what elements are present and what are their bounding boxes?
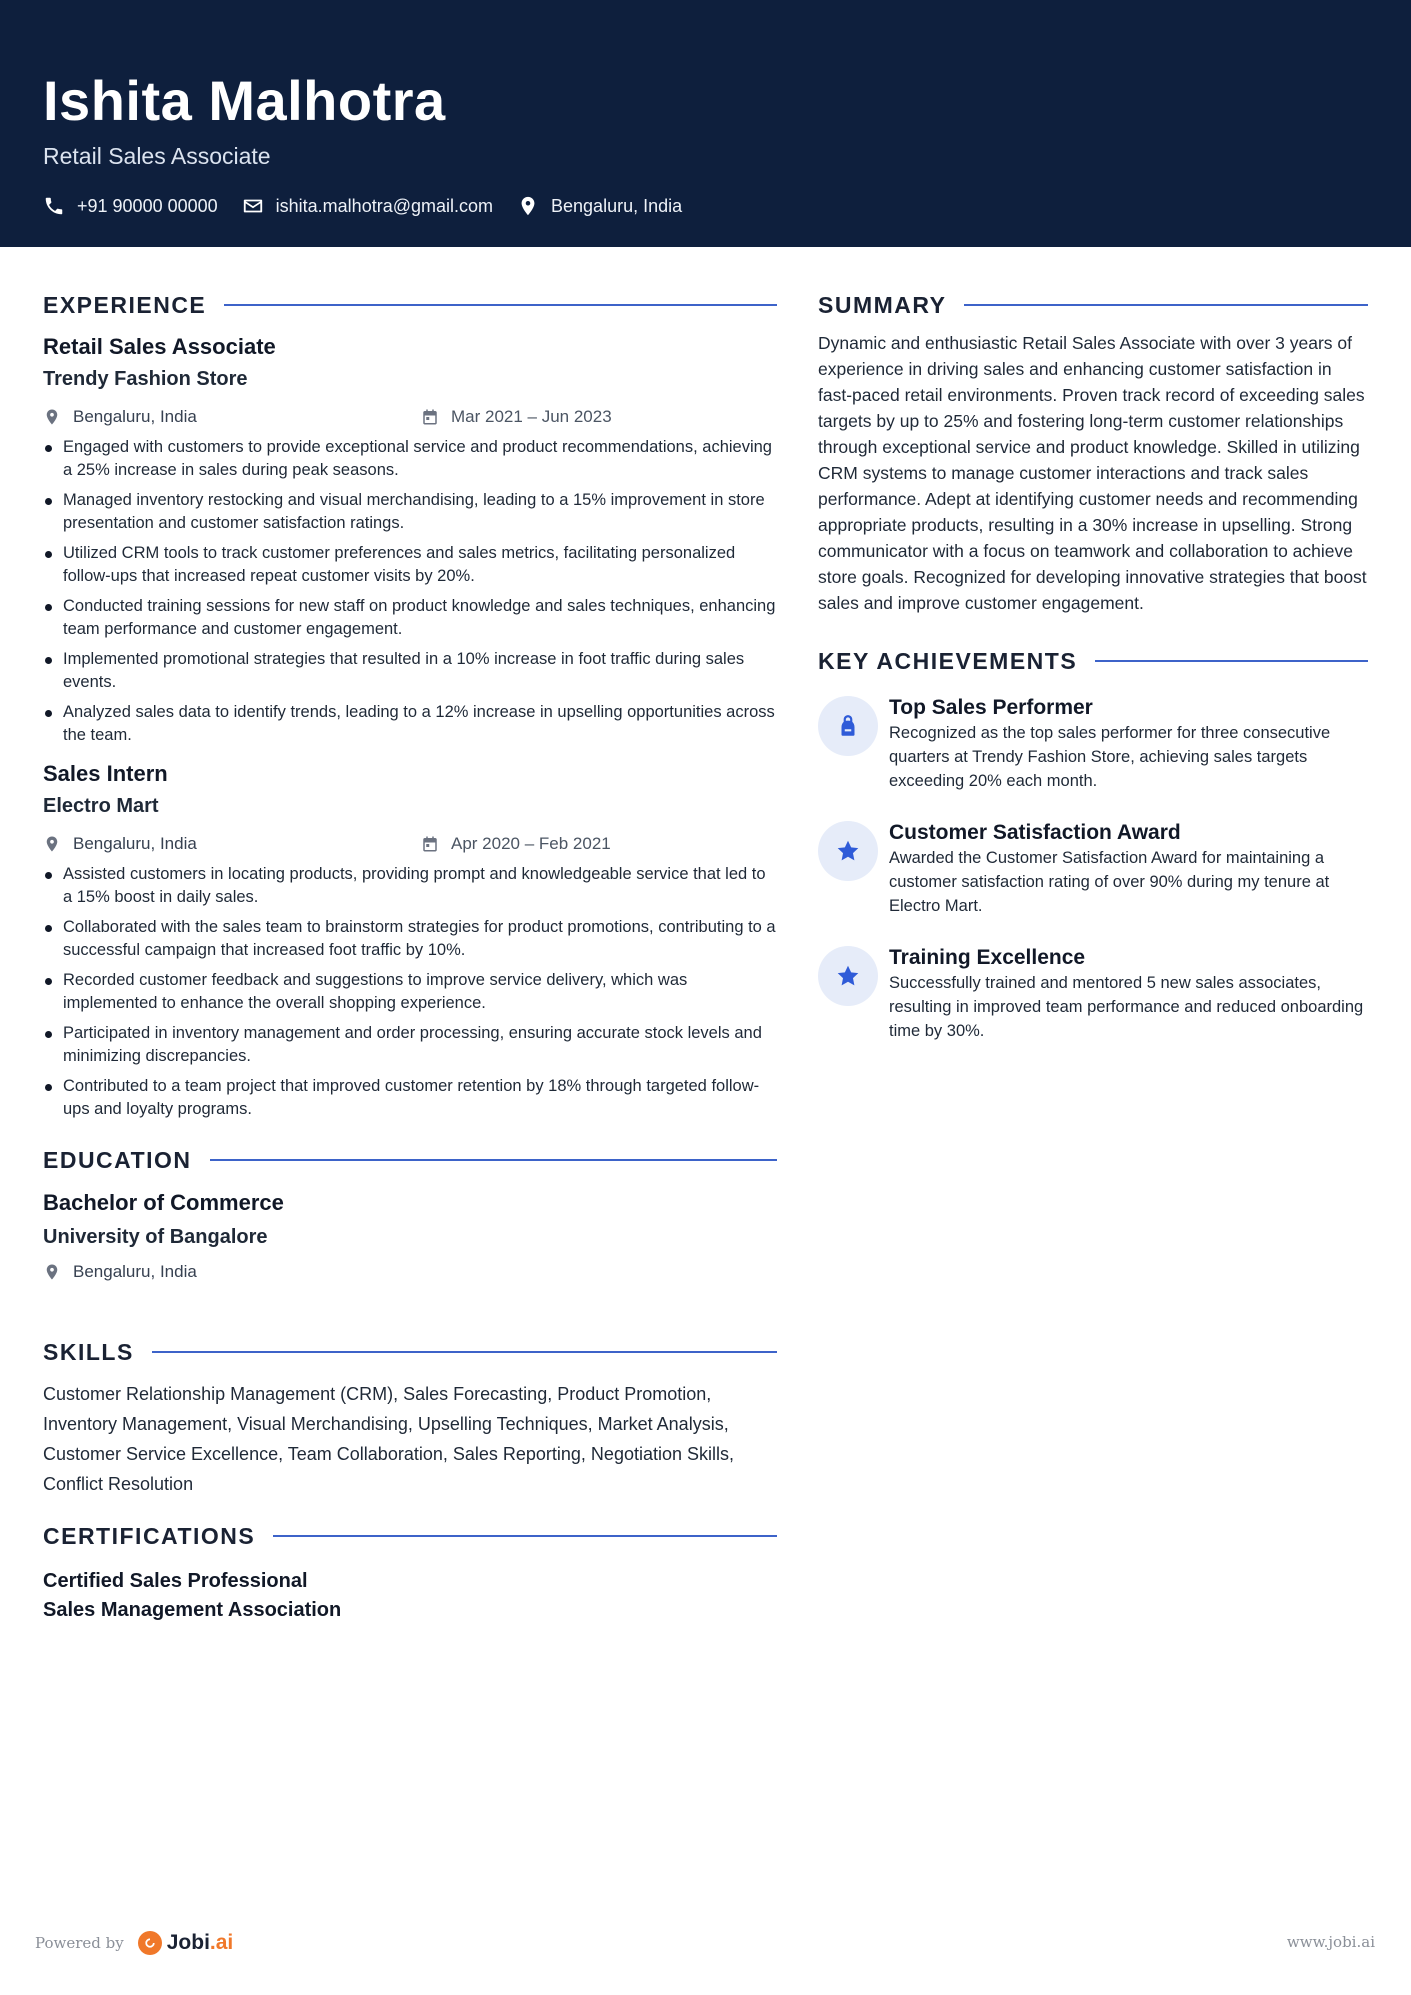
skills-heading — [43, 1337, 777, 1367]
bullet-item: Collaborated with the sales team to brainstorm strategies for product promotions, contributing to a successful campaign that increased foot traffic by 10%. — [43, 916, 777, 962]
badge-icon — [835, 713, 861, 739]
contact-phone — [43, 195, 218, 217]
job-company: Trendy Fashion Store — [43, 368, 248, 390]
section-divider — [224, 304, 777, 306]
achievement-title: Customer Satisfaction Award — [889, 821, 1181, 844]
summary-heading — [818, 290, 1368, 320]
footer-site-link[interactable]: www.jobi.ai — [1286, 1933, 1375, 1951]
right-column — [818, 290, 1368, 1043]
bullet-item: Engaged with customers to provide exceptional service and product recommendations, achieving a 25% increase in sales during peak seasons. — [43, 436, 777, 482]
bullet-item: Contributed to a team project that improved customer retention by 18% through targeted follow-ups and loyalty programs. — [43, 1075, 777, 1121]
section-divider — [1095, 660, 1368, 662]
contact-row — [43, 192, 706, 220]
education-heading — [43, 1145, 777, 1175]
candidate-role: Retail Sales Associate — [43, 143, 271, 169]
bullet-item: Assisted customers in locating products, providing prompt and knowledgeable service that led to a 15% boost in daily sales. — [43, 863, 777, 909]
job-meta — [43, 829, 777, 859]
education-location-text: Bengaluru, India — [73, 1262, 197, 1281]
section-title: CERTIFICATIONS — [43, 1522, 256, 1549]
job-bullets — [43, 863, 777, 1121]
achievement-title: Training Excellence — [889, 946, 1086, 969]
powered-by-label: Powered by — [35, 1934, 124, 1952]
section-divider — [964, 304, 1368, 306]
achievement-desc: Awarded the Customer Satisfaction Award for maintaining a customer satisfaction rating of over 90% during my tenure at Electro Mart. — [889, 849, 1330, 915]
job-location-text: Bengaluru, India — [73, 834, 197, 853]
achievement-desc: Successfully trained and mentored 5 new sales associates, resulting in improved team performance and reduced onboarding time by 30%. — [889, 974, 1364, 1040]
job-dates — [421, 829, 611, 859]
skills-list: Customer Relationship Management (CRM), Sales Forecasting, Product Promotion, Inventory Management, Visual Merchandising, Upselling Techniques, Market Analysis, Customer Service Excellence, Team Collaboration, Sales Reporting, Negotiation Skills, Conflict Resolution — [43, 1384, 734, 1494]
section-divider — [152, 1351, 777, 1353]
certifications-heading — [43, 1521, 777, 1551]
location-pin-icon — [517, 195, 539, 217]
jobi-logo-icon — [138, 1931, 162, 1955]
location-text: Bengaluru, India — [551, 195, 683, 216]
location-pin-icon — [43, 408, 61, 426]
bullet-item: Managed inventory restocking and visual merchandising, leading to a 15% improvement in store presentation and customer satisfaction ratings. — [43, 489, 777, 535]
job-dates-text: Mar 2021 – Jun 2023 — [451, 407, 612, 426]
achievement-icon-wrap — [818, 821, 878, 881]
star-icon — [835, 838, 861, 864]
star-icon — [835, 963, 861, 989]
email-text[interactable]: ishita.malhotra@gmail.com — [275, 195, 494, 216]
education-location — [43, 1257, 197, 1287]
achievement-icon-wrap — [818, 946, 878, 1006]
education-degree: Bachelor of Commerce — [43, 1190, 284, 1215]
education-school: University of Bangalore — [43, 1226, 268, 1248]
experience-entry — [43, 759, 777, 1121]
section-divider — [273, 1535, 777, 1537]
bullet-item: Analyzed sales data to identify trends, leading to a 12% increase in upselling opportunities across the team. — [43, 701, 777, 747]
candidate-name: Ishita Malhotra — [43, 69, 446, 132]
education-meta — [43, 1257, 777, 1287]
location-pin-icon — [43, 1263, 61, 1281]
achievement-item — [818, 819, 1368, 918]
achievement-title: Top Sales Performer — [889, 696, 1093, 719]
left-column — [43, 290, 777, 1625]
bullet-item: Implemented promotional strategies that resulted in a 10% increase in foot traffic during sales events. — [43, 648, 777, 694]
contact-location — [517, 195, 682, 217]
job-bullets — [43, 436, 777, 747]
mail-icon — [242, 195, 264, 217]
contact-email[interactable] — [242, 195, 493, 217]
job-meta — [43, 402, 777, 432]
bullet-item: Utilized CRM tools to track customer preferences and sales metrics, facilitating personalized follow-ups that increased repeat customer visits by 20%. — [43, 542, 777, 588]
jobi-logo-text — [167, 1931, 234, 1955]
phone-text: +91 90000 00000 — [77, 195, 218, 216]
experience-entry — [43, 332, 777, 747]
resume-header — [0, 0, 1411, 247]
section-title: EDUCATION — [43, 1146, 192, 1173]
calendar-icon — [421, 408, 439, 426]
bullet-item: Conducted training sessions for new staff on product knowledge and sales techniques, enhancing team performance and customer engagement. — [43, 595, 777, 641]
section-title: KEY ACHIEVEMENTS — [818, 647, 1078, 674]
certification-name: Certified Sales Professional — [43, 1570, 308, 1592]
location-pin-icon — [43, 835, 61, 853]
job-location — [43, 402, 197, 432]
achievements-heading — [818, 646, 1368, 676]
phone-icon — [43, 195, 65, 217]
calendar-icon — [421, 835, 439, 853]
certification-entry — [43, 1567, 777, 1625]
summary-text: Dynamic and enthusiastic Retail Sales Associate with over 3 years of experience in driving sales and enhancing customer satisfaction in fast-paced retail environments. Proven track record of exceeding sales targets by up to 25% and fostering long-term customer relationships through exceptional service and product knowledge. Skilled in utilizing CRM systems to manage customer interactions and track sales performance. Adept at identifying customer needs and recommending appropriate products, resulting in a 30% increase in upselling. Strong communicator with a focus on teamwork and collaboration to achieve store goals. Recognized for developing innovative strategies that boost sales and improve customer engagement. — [818, 333, 1367, 613]
certification-issuer: Sales Management Association — [43, 1599, 342, 1621]
achievement-icon-wrap — [818, 696, 878, 756]
experience-heading — [43, 290, 777, 320]
brand-suffix: .ai — [209, 1931, 234, 1954]
job-dates-text: Apr 2020 – Feb 2021 — [451, 834, 611, 853]
brand-main: Jobi — [166, 1931, 210, 1954]
job-location-text: Bengaluru, India — [73, 407, 197, 426]
job-dates — [421, 402, 612, 432]
job-title: Sales Intern — [43, 761, 168, 786]
job-title: Retail Sales Associate — [43, 334, 276, 359]
bullet-item: Recorded customer feedback and suggestions to improve service delivery, which was implemented to enhance the overall shopping experience. — [43, 969, 777, 1015]
achievement-desc: Recognized as the top sales performer for three consecutive quarters at Trendy Fashion Store, achieving sales targets exceeding 20% each month. — [889, 724, 1331, 790]
job-company: Electro Mart — [43, 795, 159, 817]
section-divider — [210, 1159, 777, 1161]
section-title: SUMMARY — [818, 291, 947, 318]
achievement-item — [818, 944, 1368, 1043]
achievement-item — [818, 694, 1368, 793]
section-title: SKILLS — [43, 1338, 134, 1365]
footer-branding[interactable] — [35, 1928, 233, 1958]
section-title: EXPERIENCE — [43, 291, 207, 318]
job-location — [43, 829, 197, 859]
bullet-item: Participated in inventory management and order processing, ensuring accurate stock levels and minimizing discrepancies. — [43, 1022, 777, 1068]
